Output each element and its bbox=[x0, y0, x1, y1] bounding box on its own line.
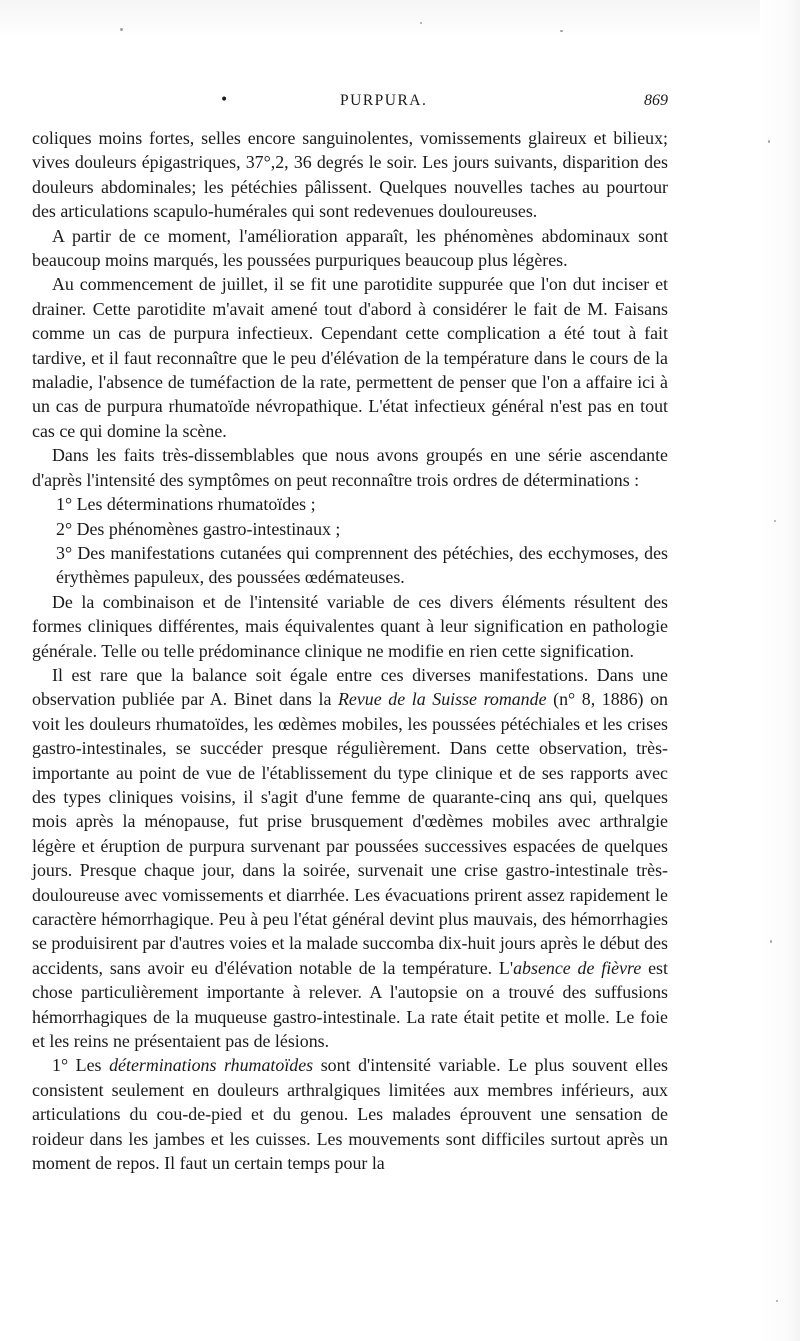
running-title: PURPURA. bbox=[340, 92, 428, 109]
scan-speck bbox=[776, 1300, 778, 1302]
scan-speck bbox=[560, 30, 563, 32]
scan-speck bbox=[420, 22, 422, 24]
page-body bbox=[32, 126, 668, 1175]
paragraph: Au commencement de juillet, il se fit une parotidite suppurée que l'on dut inciser et drainer. Cette parotidite m'avait amené tout d'abord à considérer le fait de M. Faisans comme un cas de purpura infectieux. Cependant cette complication a été tout à fait tardive, et il faut reconnaître que le peu d'élévation de la température dans le cours de la maladie, l'absence de tuméfaction de la rate, permettent de penser que l'on a affaire ici à un cas de purpura rhumatoïde névropathique. L'état infectieux général n'est pas en tout cas ce qui domine la scène. bbox=[32, 274, 668, 441]
text-run: sont d'intensité variable. Le plus souvent elles consistent seulement en douleurs arthralgiques limitées aux membres inférieurs, aux articulations du cou-de-pied et du genou. Les malades éprouvent une sensation de roideur dans les jambes et les cuisses. Les mouvements sont difficiles surtout après un moment de repos. Il faut un certain temps pour la bbox=[32, 1055, 668, 1174]
text-run: Il est rare que la balance soit égale entre ces diverses manifestations. Dans une observation publiée par A. Binet dans la bbox=[32, 664, 668, 710]
scan-speck bbox=[120, 28, 123, 31]
text-run: 1° Les bbox=[52, 1055, 110, 1076]
emphasis: absence de fièvre bbox=[513, 957, 642, 978]
text-run: (n° 8, 1886) on voit les douleurs rhumatoïdes, les œdèmes mobiles, les poussées pétéchiales et les crises gastro-intestinales, se succéder presque régulièrement. Dans cette observation, très-importante au point de vue de l'établissement du type clinique et de ses rapports avec des types cliniques voisins, il s'agit d'une femme de quarante-cinq ans qui, quelques mois après la ménopause, fut prise brusquement d'œdèmes mobiles avec arthralgie légère et éruption de purpura survenant par poussées successives espacées de quelques jours. Presque chaque jour, dans la soirée, survenait une crise gastro-intestinale très-douloureuse avec vomissements et diarrhée. Les évacuations prirent assez rapidement le caractère hémorrhagique. Peu à peu l'état général devint plus mauvais, des hémorrhagies se produisirent par d'autres voies et la malade succomba dix-huit jours après le début des accidents, sans avoir eu d'élévation notable de la température. L' bbox=[32, 689, 668, 978]
paragraph: Dans les faits très-dissemblables que nous avons groupés en une série ascendante d'après l'intensité des symptômes on peut reconnaître trois ordres de déterminations : bbox=[32, 445, 668, 490]
page-number: 869 bbox=[644, 92, 668, 109]
scan-speck bbox=[770, 940, 772, 943]
list-item: 3° Des manifestations cutanées qui comprennent des pétéchies, des ecchymoses, des érythèmes papuleux, des poussées œdémateuses. bbox=[56, 542, 668, 588]
paragraph-continued: coliques moins fortes, selles encore sanguinolentes, vomissements glaireux et bilieux; vives douleurs épigastriques, 37°,2, 36 degrés le soir. Les jours suivants, disparition des douleurs abdominales; les pétéchies pâlissent. Quelques nouvelles taches au pourtour des articulations scapulo-humérales qui sont redevenues douloureuses. bbox=[32, 128, 668, 222]
paragraph: De la combinaison et de l'intensité variable de ces divers éléments résultent des formes cliniques différentes, mais équivalentes quant à leur signification en pathologie générale. Telle ou telle prédominance clinique ne modifie en rien cette signification. bbox=[32, 591, 668, 661]
scan-top-shadow bbox=[0, 0, 800, 40]
paragraph bbox=[32, 1053, 668, 1175]
paragraph bbox=[32, 663, 668, 1054]
page-header bbox=[32, 92, 668, 116]
paragraph: A partir de ce moment, l'amélioration apparaît, les phénomènes abdominaux sont beaucoup moins marqués, les poussées purpuriques beaucoup plus légères. bbox=[32, 225, 668, 271]
scan-speck bbox=[774, 520, 776, 522]
journal-title: Revue de la Suisse romande bbox=[337, 689, 547, 710]
list-item: 1° Les déterminations rhumatoïdes ; bbox=[56, 494, 316, 515]
scan-right-edge bbox=[760, 0, 800, 1341]
text-run: est chose particulièrement importante à relever. A l'autopsie on a trouvé des suffusions hémorrhagiques de la muqueuse gastro-intestinale. La rate était petite et molle. Le foie et les reins ne présentaient pas de lésions. bbox=[32, 957, 668, 1052]
header-bullet: • bbox=[220, 92, 229, 108]
list-item: 2° Des phénomènes gastro-intestinaux ; bbox=[56, 518, 341, 539]
emphasis: déterminations rhumatoïdes bbox=[109, 1055, 314, 1076]
scan-speck bbox=[768, 140, 770, 143]
